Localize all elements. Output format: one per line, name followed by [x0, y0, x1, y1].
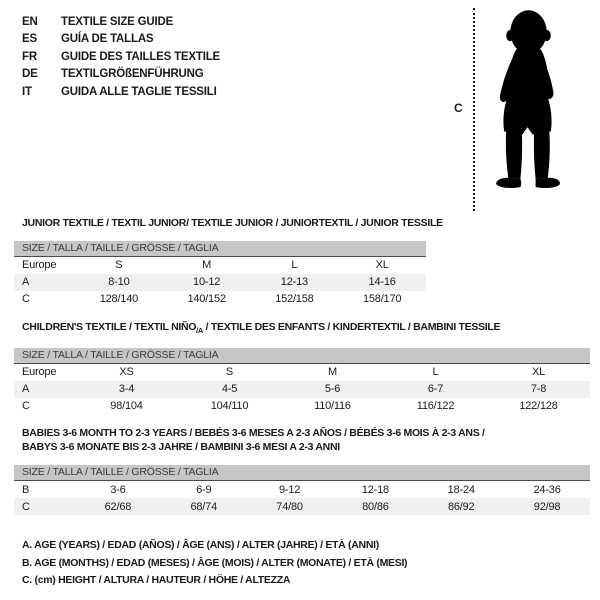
table-cell: XL — [531, 366, 546, 379]
height-measure-label: C — [454, 101, 463, 115]
table-title-part: / TEXTILE DES ENFANTS / KINDERTEXTIL / BAMBINI TESSILE — [203, 321, 501, 333]
language-title: TEXTILE SIZE GUIDE — [61, 15, 174, 28]
row-label: C — [22, 293, 30, 305]
table-cell: L — [291, 259, 298, 271]
table-cell: 152/158 — [275, 293, 314, 305]
table-row-height — [14, 498, 590, 515]
junior-size-table — [14, 217, 443, 308]
table-row-age-months — [14, 481, 590, 498]
language-title: GUÍA DE TALLAS — [61, 33, 154, 46]
table-cell: 68/74 — [190, 500, 217, 513]
language-code: FR — [22, 50, 37, 63]
table-title: JUNIOR TEXTILE / TEXTIL JUNIOR/ TEXTILE JUNIOR / JUNIORTEXTIL / JUNIOR TESSILE — [22, 217, 443, 229]
table-cell: 74/80 — [276, 500, 303, 513]
table-cell: 62/68 — [104, 500, 132, 513]
table-row-europe — [14, 364, 590, 381]
size-header-bar: SIZE / TALLA / TAILLE / GRÖSSE / TAGLIA — [14, 348, 590, 364]
table-cell: 116/122 — [416, 400, 455, 413]
language-code: DE — [22, 68, 38, 81]
measure-legend — [14, 537, 407, 590]
babies-size-table — [14, 427, 590, 515]
legend-line-a: A. AGE (YEARS) / EDAD (AÑOS) / ÂGE (ANS) / ALTER (JAHRE) / ETÀ (ANNI) — [22, 539, 379, 551]
language-code: IT — [22, 85, 32, 98]
language-row-de — [22, 66, 220, 84]
row-label: A — [22, 276, 30, 288]
table-cell: 6-7 — [427, 383, 444, 396]
language-code: ES — [22, 33, 37, 46]
row-label: B — [22, 483, 30, 496]
table-cell: 4-5 — [221, 383, 238, 396]
table-cell: 6-9 — [196, 483, 212, 496]
table-cell: 24-36 — [533, 483, 561, 496]
table-cell: L — [432, 366, 439, 379]
height-measure-dotted-line — [473, 8, 475, 211]
language-row-es — [22, 31, 220, 49]
language-title: GUIDE DES TAILLES TEXTILE — [61, 50, 220, 63]
table-cell: 104/110 — [210, 400, 249, 413]
row-label: Europe — [22, 259, 57, 271]
row-label: Europe — [22, 366, 57, 379]
legend-line-b: B. AGE (MONTHS) / EDAD (MESES) / ÂGE (MOIS) / ALTER (MONATE) / ETÀ (MESI) — [22, 556, 408, 569]
table-cell: 158/170 — [362, 293, 402, 305]
table-cell: XL — [375, 259, 389, 271]
table-title-line1: BABIES 3-6 MONTH TO 2-3 YEARS / BEBÉS 3-6 MESES A 2-3 AÑOS / BÉBÉS 3-6 MOIS À 2-3 ANS / — [22, 427, 485, 439]
table-title-part: CHILDREN'S TEXTILE / TEXTIL NIÑO — [22, 321, 197, 333]
language-row-en — [22, 13, 220, 31]
table-cell: 18-24 — [447, 483, 475, 496]
size-header-bar: SIZE / TALLA / TAILLE / GRÖSSE / TAGLIA — [14, 465, 590, 481]
table-row-europe — [14, 257, 426, 274]
table-cell: 140/152 — [187, 293, 226, 305]
table-cell: 110/116 — [314, 400, 351, 413]
table-cell: S — [225, 366, 234, 379]
row-label: A — [22, 383, 30, 396]
table-cell: 12-13 — [280, 276, 308, 288]
table-cell: 10-12 — [193, 276, 221, 288]
row-label: C — [22, 500, 30, 513]
table-row-age — [14, 381, 590, 398]
legend-line-c: C. (cm) HEIGHT / ALTURA / HAUTEUR / HÖHE / ALTEZZA — [22, 574, 291, 586]
language-row-fr — [22, 48, 220, 66]
table-cell: 8-10 — [108, 276, 130, 288]
table-cell: 98/104 — [110, 400, 143, 413]
table-cell: 7-8 — [530, 383, 547, 396]
table-cell: 14-16 — [368, 276, 396, 288]
table-row-height — [14, 291, 426, 308]
language-title: TEXTILGRÖßENFÜHRUNG — [61, 68, 204, 81]
language-code: EN — [22, 15, 38, 28]
table-cell: 128/140 — [99, 293, 139, 305]
table-cell: 3-4 — [118, 383, 135, 396]
table-cell: S — [115, 259, 123, 271]
language-title: GUIDA ALLE TAGLIE TESSILI — [61, 85, 217, 98]
table-cell: 92/98 — [533, 500, 561, 513]
language-row-it — [22, 83, 220, 101]
table-cell: 3-6 — [110, 483, 126, 496]
size-header-bar: SIZE / TALLA / TAILLE / GRÖSSE / TAGLIA — [14, 241, 426, 257]
table-cell: 86/92 — [447, 500, 475, 513]
baby-silhouette-icon — [487, 6, 568, 210]
table-cell: M — [202, 259, 212, 271]
table-cell: 80/86 — [362, 500, 389, 513]
table-title-line2: BABYS 3-6 MONATE BIS 2-3 JAHRE / BAMBINI 3-6 MESI A 2-3 ANNI — [22, 440, 340, 453]
language-title-list — [22, 13, 220, 101]
table-cell: 9-12 — [278, 483, 301, 496]
table-cell: 12-18 — [361, 483, 389, 496]
row-label: C — [22, 400, 30, 413]
table-cell: M — [328, 366, 337, 379]
table-title-subscript: /A — [196, 326, 204, 336]
children-size-table — [14, 321, 590, 415]
table-row-height — [14, 398, 590, 415]
table-row-age — [14, 274, 426, 291]
table-cell: 5-6 — [324, 383, 341, 396]
table-cell: XS — [119, 366, 134, 379]
table-title — [14, 321, 590, 338]
table-cell: 122/128 — [519, 400, 558, 413]
